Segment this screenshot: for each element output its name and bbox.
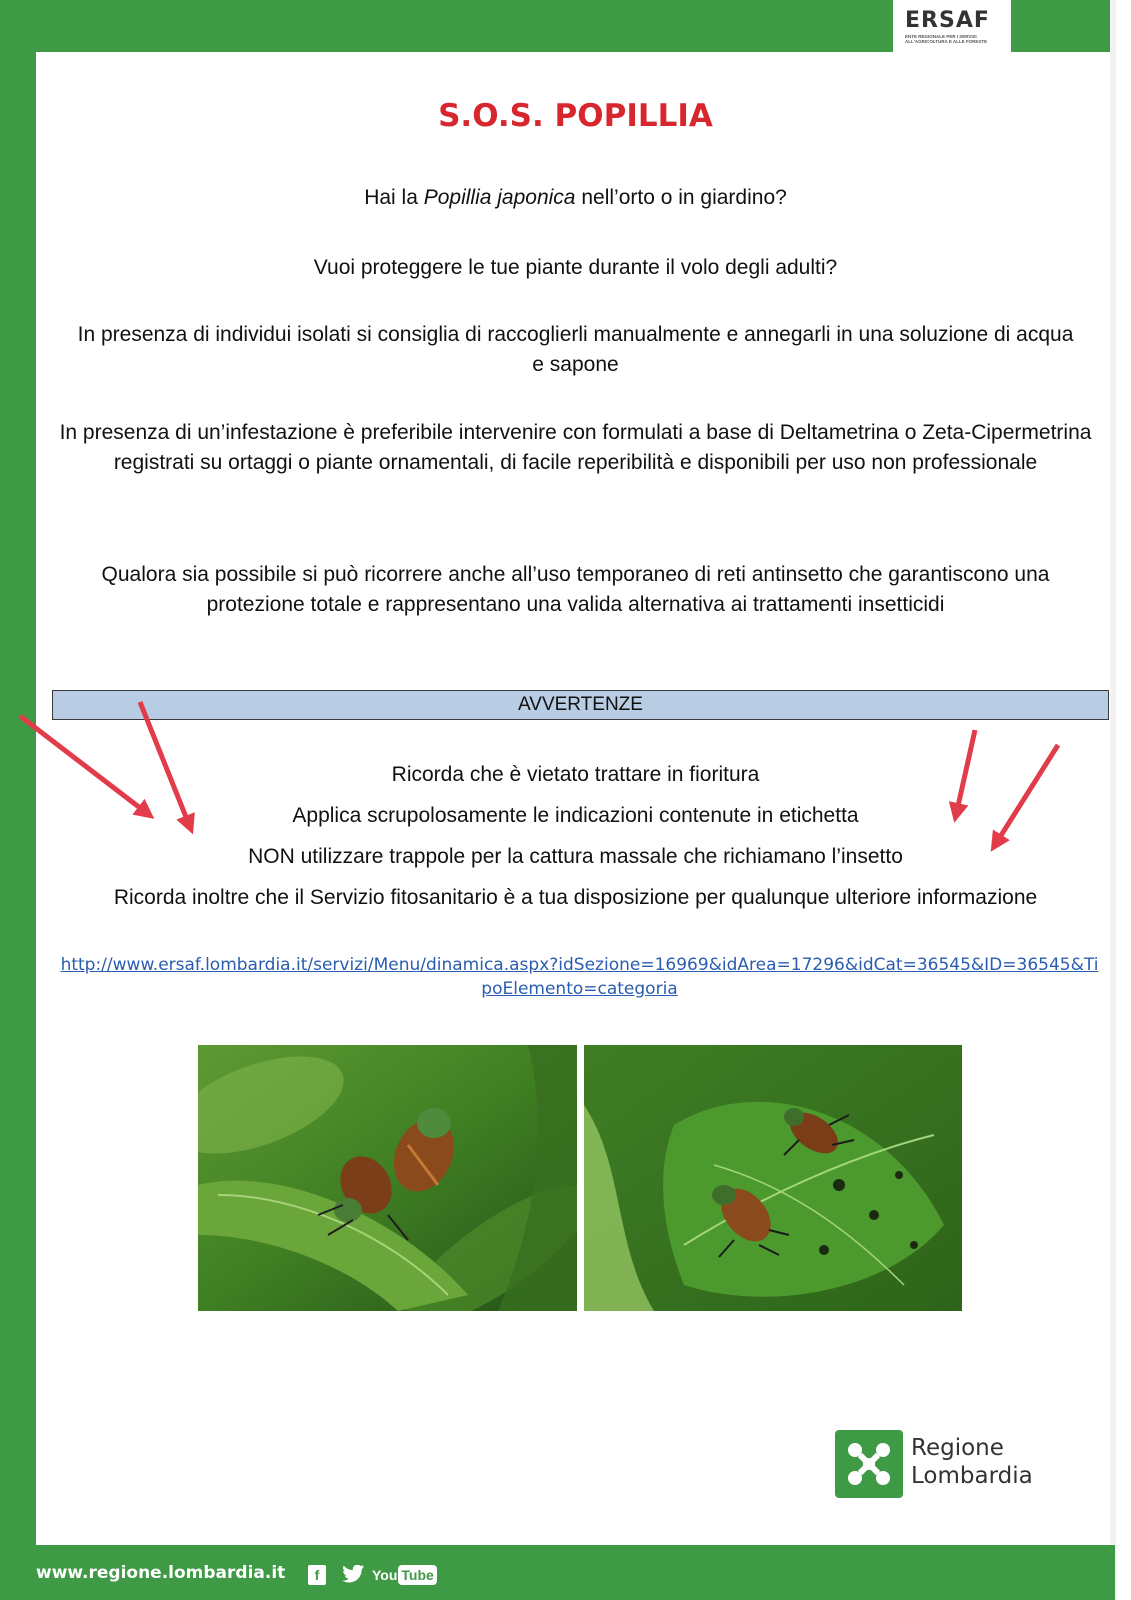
- beetles-photo-left: [198, 1045, 577, 1311]
- regione-lombardia-logo: [835, 1430, 1075, 1498]
- warning-item: Ricorda inoltre che il Servizio fitosanitario è a tua disposizione per qualunque ulteriore informazione: [113, 886, 1038, 909]
- page-title: S.O.S. POPILLIA: [438, 98, 713, 134]
- question-species: [56, 183, 1095, 213]
- warning-item: NON utilizzare trappole per la cattura massale che richiamano l’insetto: [248, 845, 903, 868]
- region-line2: Lombardia: [911, 1463, 1033, 1489]
- youtube-you: You: [372, 1567, 398, 1583]
- twitter-icon[interactable]: [342, 1565, 366, 1585]
- facebook-icon[interactable]: f: [308, 1565, 326, 1585]
- footer-website-link[interactable]: www.regione.lombardia.it: [36, 1563, 286, 1583]
- warning-item: Ricorda che è vietato trattare in fioritura: [391, 763, 760, 786]
- advice-isolated: In presenza di individui isolati si consiglia di raccoglierli manualmente e annegarli in una soluzione di acqua e sapone: [77, 323, 1074, 376]
- beetles-photo-right: [584, 1045, 962, 1311]
- ersaf-info-link[interactable]: http://www.ersaf.lombardia.it/servizi/Menu/dinamica.aspx?idSezione=16969&idArea=17296&idCat=36545&ID=36545&TipoElemento=categoria: [60, 955, 1099, 999]
- rosa-camuna-icon: [835, 1430, 903, 1498]
- region-line1: Regione: [911, 1435, 1004, 1461]
- right-edge-strip: [1110, 0, 1116, 1600]
- warnings-heading: AVVERTENZE: [52, 690, 1109, 720]
- regione-lombardia-wordmark: [911, 1434, 1033, 1490]
- ersaf-logo: [893, 0, 1011, 52]
- question-prefix: Hai la: [364, 186, 424, 209]
- warning-item: Applica scrupolosamente le indicazioni contenute in etichetta: [292, 804, 859, 827]
- ersaf-logo-subtitle: ENTE REGIONALE PER I SERVIZI ALL'AGRICOLTURA E ALLE FORESTE: [905, 34, 988, 44]
- advice-nets: Qualora sia possibile si può ricorrere anche all’uso temporaneo di reti antinsetto che garantiscono una protezione totale e rappresentano una valida alternativa ai trattamenti insetticidi: [101, 563, 1050, 616]
- left-green-band: [0, 0, 36, 1600]
- question-suffix: nell’orto o in giardino?: [575, 186, 787, 209]
- question-protection: Vuoi proteggere le tue piante durante il volo degli adulti?: [313, 256, 838, 279]
- youtube-icon[interactable]: [372, 1565, 437, 1585]
- youtube-tube: Tube: [398, 1565, 436, 1585]
- species-name: Popillia japonica: [423, 186, 576, 209]
- advice-infestation: In presenza di un’infestazione è preferibile intervenire con formulati a base di Deltametrina o Zeta-Cipermetrina registrati su ortaggi o piante ornamentali, di facile reperibilità e disponibili per uso non professionale: [59, 421, 1092, 474]
- ersaf-logo-wordmark: ERSAF: [905, 8, 990, 33]
